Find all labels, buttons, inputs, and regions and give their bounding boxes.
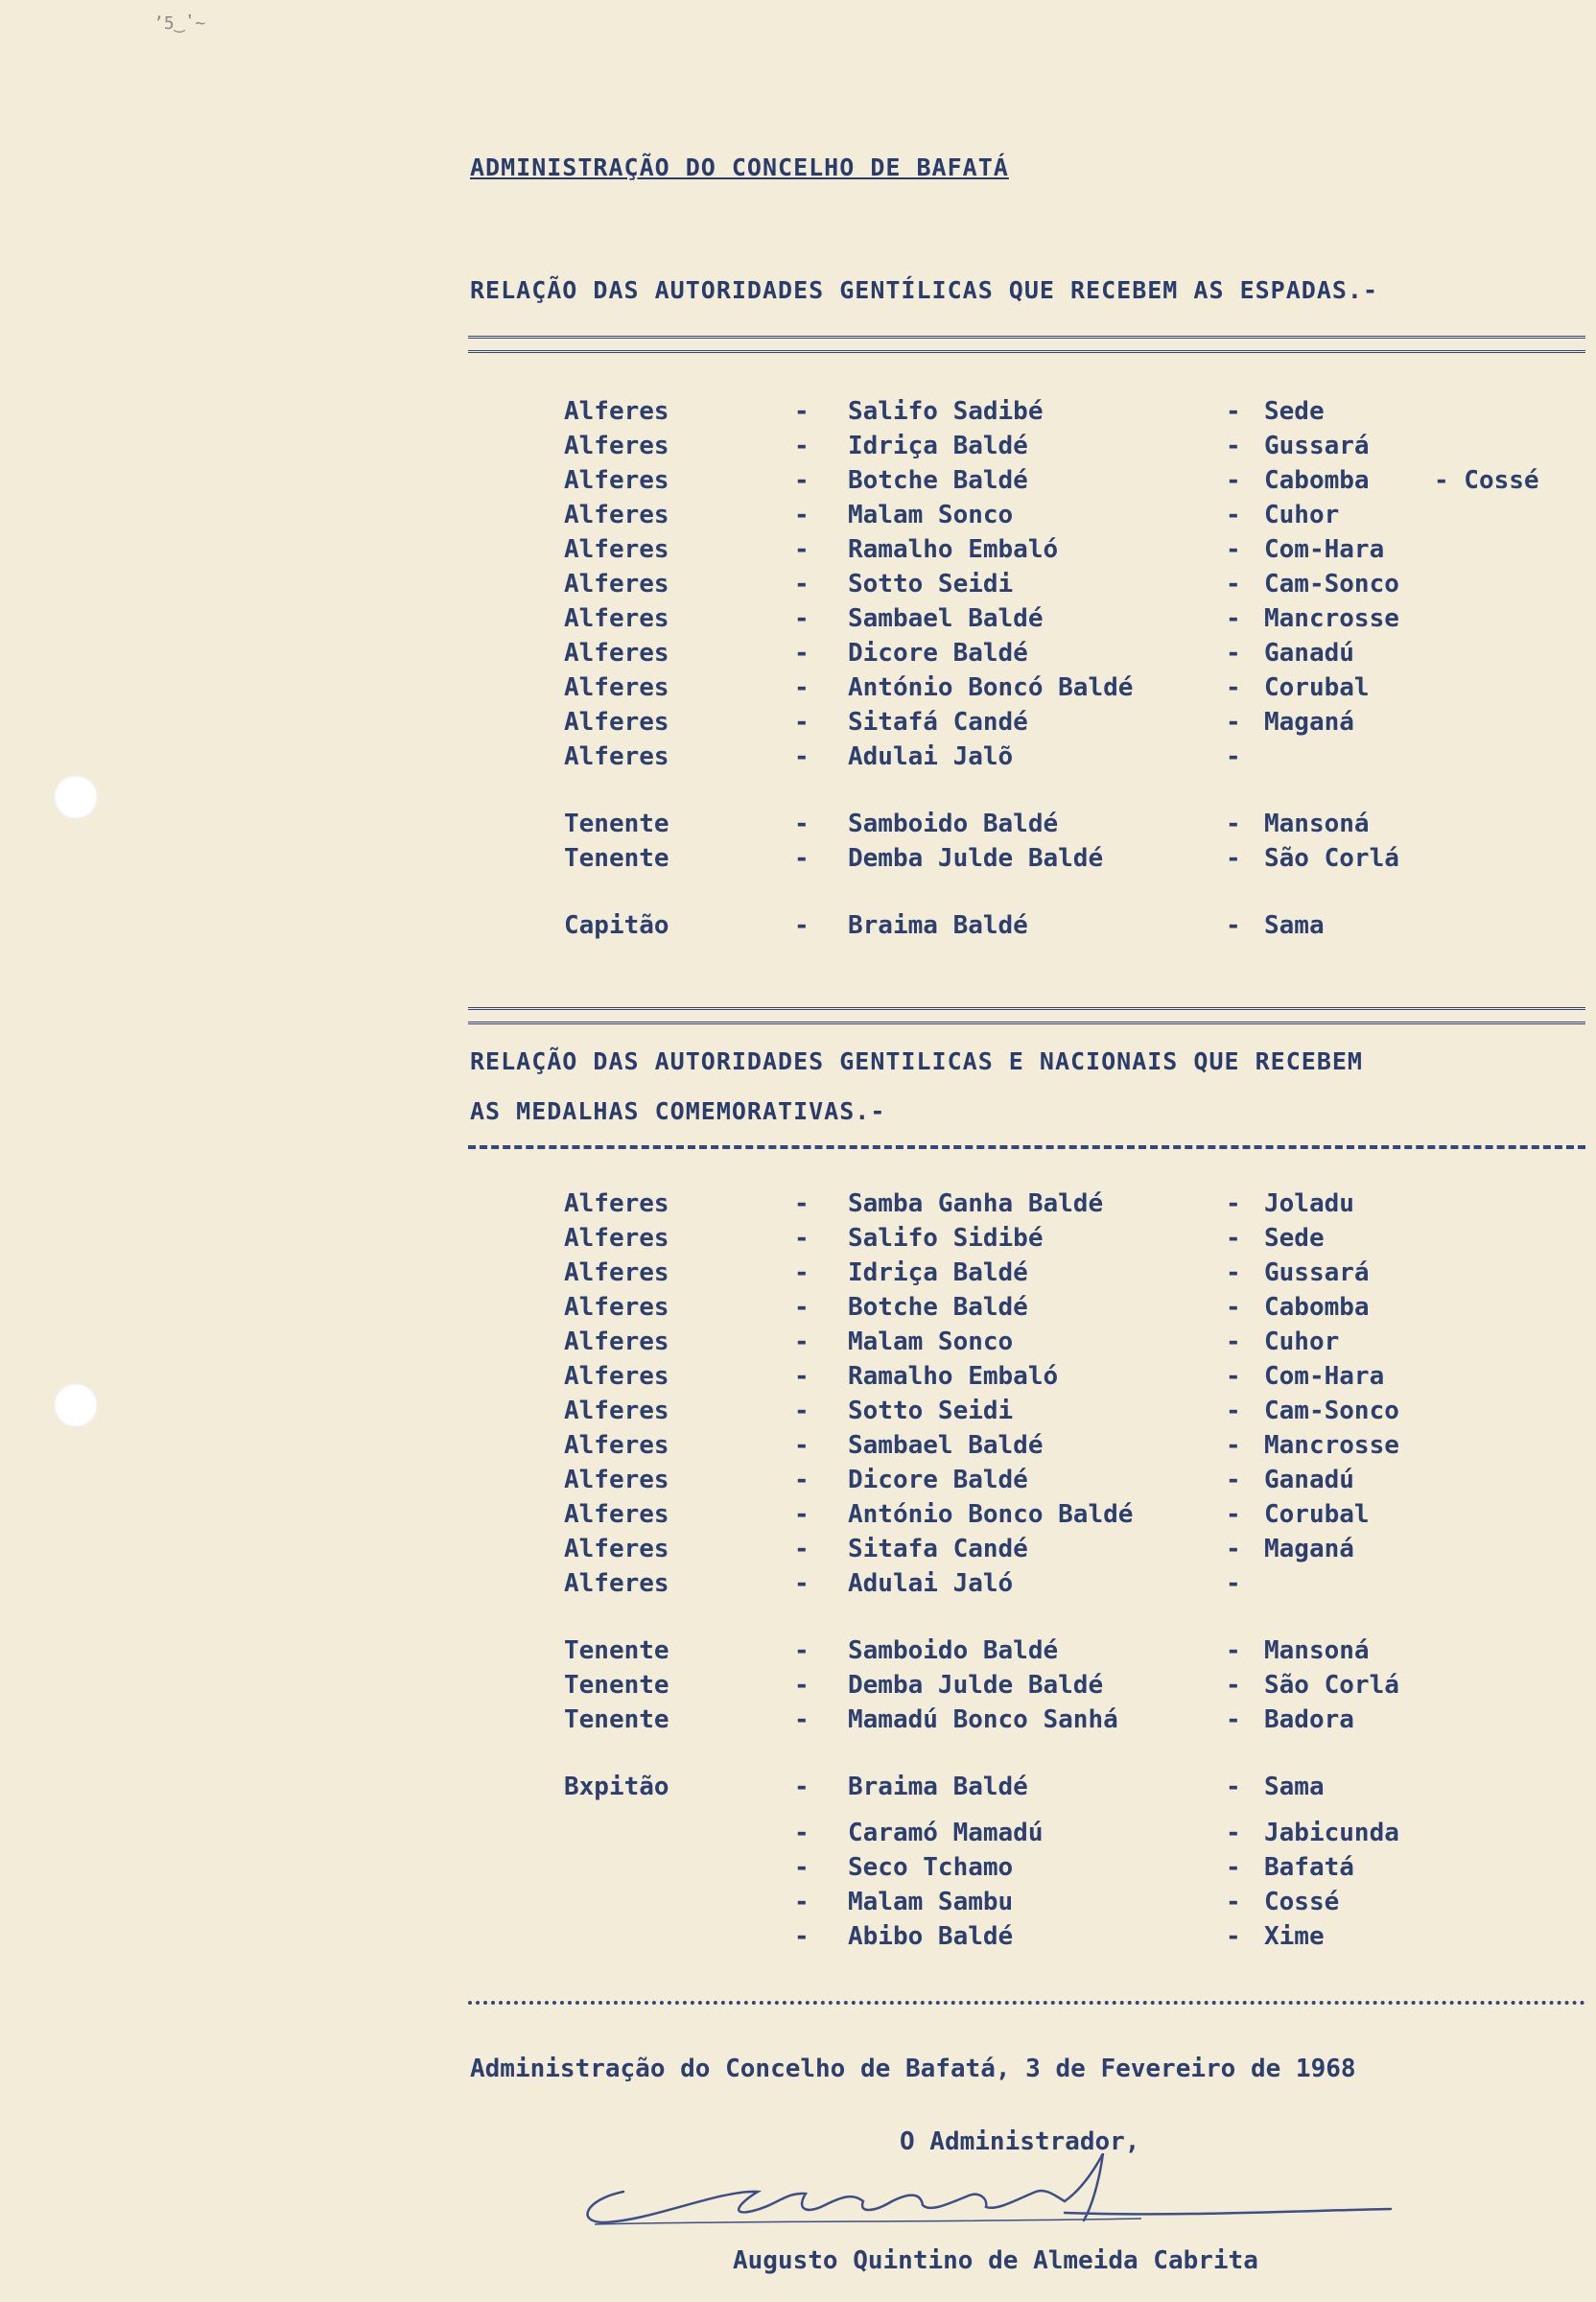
- dash-cell: -: [794, 1819, 810, 1847]
- closing-place-date: Administração do Concelho de Bafatá, 3 de Fevereiro de 1968: [470, 2055, 1356, 2083]
- dash-cell: -: [1226, 1671, 1241, 1700]
- name-cell: Salifo Sadibé: [848, 397, 1044, 426]
- place-cell: Sama: [1264, 1773, 1325, 1801]
- place-cell: Com-Hara: [1264, 1362, 1385, 1391]
- rank-cell: Tenente: [564, 844, 669, 873]
- section1-row: [0, 637, 1596, 669]
- dash-cell: -: [1226, 1888, 1241, 1916]
- name-cell: Samba Ganha Baldé: [848, 1189, 1104, 1218]
- rank-cell: Alferes: [564, 1362, 669, 1391]
- rank-cell: Alferes: [564, 639, 669, 668]
- name-cell: Braima Baldé: [848, 1773, 1028, 1801]
- name-cell: António Bonco Baldé: [848, 1500, 1134, 1529]
- dash-cell: -: [1226, 570, 1241, 599]
- name-cell: Sitafa Candé: [848, 1535, 1028, 1563]
- dash-cell: -: [1226, 810, 1241, 838]
- dash-cell: -: [794, 639, 810, 668]
- name-cell: Sambael Baldé: [848, 604, 1044, 633]
- section2-row: [0, 1703, 1596, 1736]
- place-cell: Gussará: [1264, 432, 1370, 460]
- place-cell: Badora: [1264, 1705, 1354, 1734]
- section1-row: [0, 464, 1596, 497]
- dash-cell: -: [1226, 1362, 1241, 1391]
- section1-row: [0, 909, 1596, 942]
- handwritten-signature: [566, 2153, 1410, 2240]
- name-cell: Mamadú Bonco Sanhá: [848, 1705, 1118, 1734]
- place-cell: Cam-Sonco: [1264, 1397, 1399, 1425]
- dash-cell: -: [794, 1258, 810, 1287]
- name-cell: Idriça Baldé: [848, 432, 1028, 460]
- dash-cell: -: [1226, 742, 1241, 771]
- dash-cell: -: [1226, 466, 1241, 495]
- dash-cell: -: [1226, 1535, 1241, 1563]
- section2-row: [0, 1395, 1596, 1427]
- name-cell: Demba Julde Baldé: [848, 844, 1104, 873]
- rank-cell: Alferes: [564, 1258, 669, 1287]
- section1-row: [0, 430, 1596, 462]
- section2-row: [0, 1851, 1596, 1884]
- rank-cell: Alferes: [564, 1293, 669, 1322]
- rank-cell: Bxpitão: [564, 1773, 669, 1801]
- section2-row: [0, 1291, 1596, 1324]
- dash-cell: -: [1226, 1327, 1241, 1356]
- section2-row: [0, 1817, 1596, 1849]
- dash-cell: -: [794, 1431, 810, 1460]
- place-cell: Sede: [1264, 397, 1325, 426]
- name-cell: Samboido Baldé: [848, 1636, 1059, 1665]
- dash-cell: -: [794, 708, 810, 737]
- name-cell: Botche Baldé: [848, 466, 1028, 495]
- rank-cell: Alferes: [564, 1327, 669, 1356]
- dash-cell: -: [1226, 1853, 1241, 1882]
- place-cell: Cuhor: [1264, 1327, 1340, 1356]
- place-cell: Maganá: [1264, 1535, 1354, 1563]
- dash-cell: -: [794, 1224, 810, 1253]
- rank-cell: Tenente: [564, 1636, 669, 1665]
- dash-cell: -: [1226, 844, 1241, 873]
- name-cell: Botche Baldé: [848, 1293, 1028, 1322]
- rank-cell: Alferes: [564, 1189, 669, 1218]
- rank-cell: Alferes: [564, 708, 669, 737]
- name-cell: Samboido Baldé: [848, 810, 1059, 838]
- place-cell: Ganadú: [1264, 639, 1354, 668]
- section1-row: [0, 602, 1596, 635]
- section2-row: [0, 1326, 1596, 1358]
- dash-cell: -: [1226, 1258, 1241, 1287]
- rank-cell: Alferes: [564, 1224, 669, 1253]
- dash-cell: -: [794, 1671, 810, 1700]
- section2-row: [0, 1567, 1596, 1600]
- dash-cell: -: [794, 535, 810, 564]
- dash-cell: -: [1226, 673, 1241, 702]
- extra-cell: - Cossé: [1434, 466, 1539, 495]
- document-title: ADMINISTRAÇÃO DO CONCELHO DE BAFATÁ: [470, 153, 1009, 181]
- dash-cell: -: [794, 844, 810, 873]
- section2-row: [0, 1920, 1596, 1953]
- dash-cell: -: [794, 1922, 810, 1951]
- place-cell: Maganá: [1264, 708, 1354, 737]
- dash-cell: -: [794, 604, 810, 633]
- section1-row: [0, 533, 1596, 566]
- section2-row: [0, 1187, 1596, 1220]
- dash-cell: -: [794, 1500, 810, 1529]
- place-cell: Cuhor: [1264, 501, 1340, 529]
- dash-cell: -: [1226, 1431, 1241, 1460]
- dash-cell: -: [1226, 397, 1241, 426]
- dash-cell: -: [794, 742, 810, 771]
- name-cell: Seco Tchamo: [848, 1853, 1014, 1882]
- section2-row: [0, 1886, 1596, 1918]
- place-cell: Mancrosse: [1264, 604, 1399, 633]
- rank-cell: Alferes: [564, 501, 669, 529]
- dash-cell: -: [794, 1773, 810, 1801]
- section2-row: [0, 1222, 1596, 1255]
- signatory-title: O Administrador,: [900, 2127, 1140, 2156]
- dash-cell: -: [1226, 1819, 1241, 1847]
- rank-cell: Tenente: [564, 1705, 669, 1734]
- section1-row: [0, 842, 1596, 875]
- name-cell: Abibo Baldé: [848, 1922, 1014, 1951]
- place-cell: Cabomba: [1264, 466, 1370, 495]
- place-cell: Jabicunda: [1264, 1819, 1399, 1847]
- dash-cell: -: [794, 1189, 810, 1218]
- dash-cell: -: [794, 432, 810, 460]
- name-cell: Idriça Baldé: [848, 1258, 1028, 1287]
- place-cell: Corubal: [1264, 673, 1370, 702]
- dash-cell: -: [1226, 1224, 1241, 1253]
- rank-cell: Alferes: [564, 1466, 669, 1494]
- dash-cell: -: [794, 1853, 810, 1882]
- dash-cell: -: [1226, 639, 1241, 668]
- dash-cell: -: [794, 1466, 810, 1494]
- place-cell: Joladu: [1264, 1189, 1354, 1218]
- place-cell: Corubal: [1264, 1500, 1370, 1529]
- name-cell: Malam Sonco: [848, 501, 1014, 529]
- rank-cell: Alferes: [564, 570, 669, 599]
- section1-row: [0, 740, 1596, 773]
- section1-row: [0, 568, 1596, 600]
- section2-row: [0, 1771, 1596, 1803]
- place-cell: Mansoná: [1264, 810, 1370, 838]
- section2-row: [0, 1634, 1596, 1667]
- place-cell: São Corlá: [1264, 1671, 1399, 1700]
- name-cell: Sotto Seidi: [848, 1397, 1014, 1425]
- rank-cell: Alferes: [564, 742, 669, 771]
- section2-row: [0, 1257, 1596, 1289]
- place-cell: Bafatá: [1264, 1853, 1354, 1882]
- place-cell: Cossé: [1264, 1888, 1340, 1916]
- section1-row: [0, 706, 1596, 739]
- name-cell: Malam Sonco: [848, 1327, 1014, 1356]
- rank-cell: Tenente: [564, 1671, 669, 1700]
- rank-cell: Alferes: [564, 1500, 669, 1529]
- dash-cell: -: [1226, 1922, 1241, 1951]
- section2-row: [0, 1533, 1596, 1565]
- name-cell: António Boncó Baldé: [848, 673, 1134, 702]
- dash-cell: -: [1226, 535, 1241, 564]
- section1-row: [0, 395, 1596, 428]
- place-cell: São Corlá: [1264, 844, 1399, 873]
- corner-scribble: ʼ5‿ʽ~: [153, 13, 206, 34]
- dash-cell: -: [794, 1293, 810, 1322]
- dash-cell: -: [1226, 1773, 1241, 1801]
- rank-cell: Tenente: [564, 810, 669, 838]
- dash-cell: -: [794, 911, 810, 940]
- dash-cell: -: [1226, 432, 1241, 460]
- section2-row: [0, 1498, 1596, 1531]
- dash-cell: -: [794, 501, 810, 529]
- dash-cell: -: [1226, 604, 1241, 633]
- dash-cell: -: [794, 810, 810, 838]
- section2-row: [0, 1429, 1596, 1462]
- name-cell: Ramalho Embaló: [848, 1362, 1059, 1391]
- section2-row: [0, 1669, 1596, 1702]
- place-cell: Sede: [1264, 1224, 1325, 1253]
- dash-cell: -: [794, 466, 810, 495]
- rank-cell: Alferes: [564, 466, 669, 495]
- rank-cell: Alferes: [564, 673, 669, 702]
- name-cell: Sitafá Candé: [848, 708, 1028, 737]
- dash-cell: -: [794, 1888, 810, 1916]
- closing-dotdash-rule: [468, 2001, 1585, 2005]
- section1-heading: RELAÇÃO DAS AUTORIDADES GENTÍLICAS QUE RECEBEM AS ESPADAS.-: [470, 276, 1379, 304]
- name-cell: Ramalho Embaló: [848, 535, 1059, 564]
- dash-cell: -: [794, 1362, 810, 1391]
- dash-cell: -: [1226, 1293, 1241, 1322]
- rank-cell: Alferes: [564, 1397, 669, 1425]
- dash-cell: -: [1226, 1397, 1241, 1425]
- dash-cell: -: [1226, 501, 1241, 529]
- section2-heading-line1: RELAÇÃO DAS AUTORIDADES GENTILICAS E NACIONAIS QUE RECEBEM: [470, 1047, 1363, 1075]
- name-cell: Malam Sambu: [848, 1888, 1014, 1916]
- place-cell: Sama: [1264, 911, 1325, 940]
- dash-cell: -: [794, 397, 810, 426]
- dash-cell: -: [1226, 1466, 1241, 1494]
- section2-row: [0, 1360, 1596, 1393]
- name-cell: Caramó Mamadú: [848, 1819, 1044, 1847]
- place-cell: Gussará: [1264, 1258, 1370, 1287]
- section1-row: [0, 671, 1596, 704]
- dash-cell: -: [1226, 1569, 1241, 1598]
- dash-cell: -: [1226, 1500, 1241, 1529]
- name-cell: Salifo Sidibé: [848, 1224, 1044, 1253]
- place-cell: Xime: [1264, 1922, 1325, 1951]
- place-cell: Mansoná: [1264, 1636, 1370, 1665]
- rank-cell: Capitão: [564, 911, 669, 940]
- dash-cell: -: [794, 1569, 810, 1598]
- dash-cell: -: [794, 1327, 810, 1356]
- place-cell: Com-Hara: [1264, 535, 1385, 564]
- place-cell: Cabomba: [1264, 1293, 1370, 1322]
- name-cell: Sotto Seidi: [848, 570, 1014, 599]
- name-cell: Demba Julde Baldé: [848, 1671, 1104, 1700]
- rank-cell: Alferes: [564, 397, 669, 426]
- place-cell: Cam-Sonco: [1264, 570, 1399, 599]
- name-cell: Dicore Baldé: [848, 1466, 1028, 1494]
- name-cell: Adulai Jaló: [848, 1569, 1014, 1598]
- place-cell: Mancrosse: [1264, 1431, 1399, 1460]
- dash-cell: -: [794, 1535, 810, 1563]
- signatory-name: Augusto Quintino de Almeida Cabrita: [733, 2246, 1258, 2275]
- place-cell: Ganadú: [1264, 1466, 1354, 1494]
- dash-cell: -: [794, 1705, 810, 1734]
- dash-cell: -: [1226, 911, 1241, 940]
- section1-row: [0, 808, 1596, 840]
- rank-cell: Alferes: [564, 604, 669, 633]
- dash-cell: -: [1226, 708, 1241, 737]
- rank-cell: Alferes: [564, 1569, 669, 1598]
- name-cell: Sambael Baldé: [848, 1431, 1044, 1460]
- dash-cell: -: [794, 673, 810, 702]
- rank-cell: Alferes: [564, 1535, 669, 1563]
- rank-cell: Alferes: [564, 535, 669, 564]
- dash-cell: -: [794, 1636, 810, 1665]
- name-cell: Dicore Baldé: [848, 639, 1028, 668]
- section2-top-double-rule: [468, 1007, 1585, 1024]
- name-cell: Braima Baldé: [848, 911, 1028, 940]
- dash-cell: -: [794, 570, 810, 599]
- dash-cell: -: [794, 1397, 810, 1425]
- dash-cell: -: [1226, 1636, 1241, 1665]
- section2-dashed-rule: [468, 1145, 1585, 1149]
- rank-cell: Alferes: [564, 1431, 669, 1460]
- dash-cell: -: [1226, 1189, 1241, 1218]
- section1-double-rule: [468, 336, 1585, 353]
- section2-heading-line2: AS MEDALHAS COMEMORATIVAS.-: [470, 1097, 886, 1125]
- rank-cell: Alferes: [564, 432, 669, 460]
- dash-cell: -: [1226, 1705, 1241, 1734]
- section1-row: [0, 499, 1596, 531]
- section2-row: [0, 1464, 1596, 1496]
- name-cell: Adulai Jalõ: [848, 742, 1014, 771]
